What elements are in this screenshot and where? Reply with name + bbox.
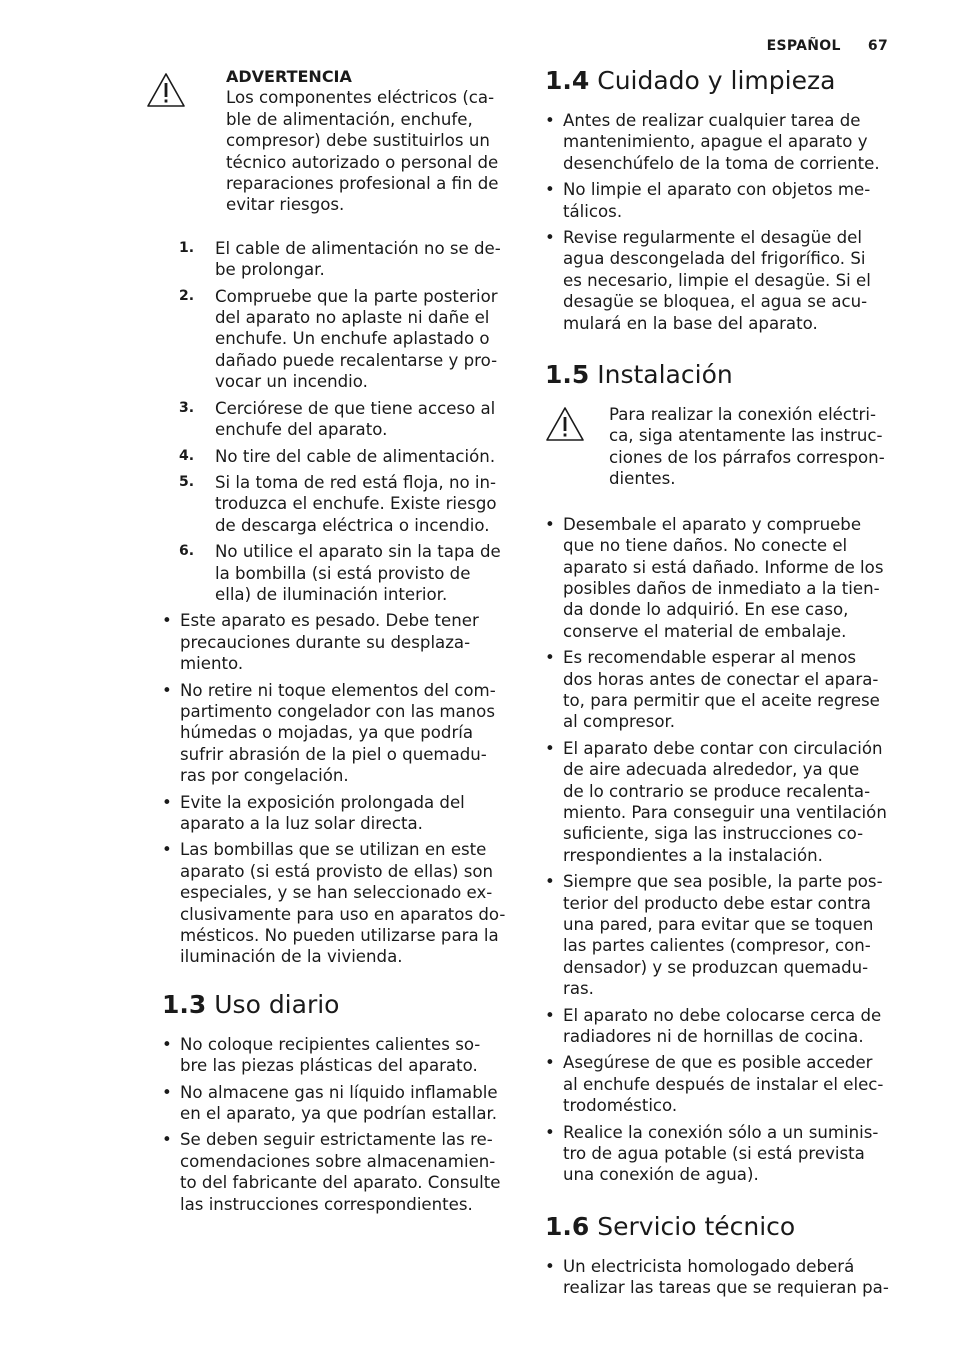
text-line: • No coloque recipientes calientes so-: [180, 1034, 481, 1054]
list-item: [180, 839, 514, 967]
text-line: be prolongar.: [215, 260, 325, 280]
page-header: [767, 38, 888, 54]
text-line: especiales, y se han seleccionado ex-: [180, 883, 493, 903]
list-item: [180, 1034, 514, 1077]
text-line: precauciones durante su desplaza-: [180, 632, 471, 652]
text-line: • Realice la conexión sólo a un suminis-: [563, 1122, 879, 1142]
text-line: técnico autorizado o personal de: [226, 152, 499, 172]
text-line: que no tiene daños. No conecte el: [563, 536, 848, 556]
text-line: • Desembale el aparato y compruebe: [563, 514, 862, 534]
list-item: [563, 514, 897, 642]
bullet-list: [545, 1256, 897, 1299]
text-line: • Es recomendable esperar al menos: [563, 648, 856, 668]
text-line: comendaciones sobre almacenamien-: [180, 1151, 496, 1171]
text-line: húmedas o mojadas, ya que podría: [180, 723, 474, 743]
text-line: ciones de los párrafos correspon-: [609, 447, 885, 467]
text-line: al compresor.: [563, 712, 676, 732]
text-line: una pared, para evitar que se toquen: [563, 915, 874, 934]
list-item: [563, 1052, 897, 1116]
text-line: El cable de alimentación no se de-: [215, 238, 501, 258]
section-number: 1.5: [545, 360, 590, 390]
item-number: 3.: [179, 399, 195, 416]
text-line: trodoméstico.: [563, 1096, 678, 1116]
text-line: dañado puede recalentarse y pro-: [215, 350, 498, 370]
text-line: desagüe se bloquea, el agua se acu-: [563, 292, 868, 312]
item-number: 5.: [179, 473, 195, 490]
page-number: 67: [867, 38, 888, 54]
list-item: [563, 1005, 897, 1048]
text-line: ble de alimentación, enchufe,: [226, 109, 473, 129]
section-heading-1-6: [545, 1212, 897, 1242]
list-item: [179, 398, 514, 441]
item-number: 1.: [179, 239, 195, 256]
text-line: • Las bombillas que se utilizan en este: [180, 840, 487, 860]
list-item: [179, 286, 514, 393]
text-line: del aparato no aplaste ni dañe el: [215, 308, 490, 328]
bullet-list: [162, 610, 514, 968]
list-item: [179, 238, 514, 281]
section-title: Servicio técnico: [597, 1211, 796, 1241]
list-item: [563, 227, 897, 334]
numbered-list: [162, 238, 514, 606]
text-line: enchufe. Un enchufe aplastado o: [215, 329, 490, 349]
text-line: • Un electricista homologado deberá: [563, 1256, 855, 1276]
text-line: • Siempre que sea posible, la parte pos-: [563, 872, 883, 892]
text-line: mésticos. No pueden utilizarse para la: [180, 926, 499, 946]
warning-triangle-icon: [545, 406, 585, 442]
right-column: [545, 66, 897, 1304]
list-item: [563, 1122, 897, 1186]
list-item: [563, 647, 897, 733]
text-line: to, para permitir que el aceite regrese: [563, 690, 880, 710]
item-number: 2.: [179, 287, 195, 304]
text-line: • No almacene gas ni líquido inflamable: [180, 1082, 498, 1102]
section-heading-1-5: [545, 360, 897, 390]
text-line: aparato (si está provisto de ellas) son: [180, 861, 494, 881]
section-heading-1-3: [162, 990, 514, 1020]
section-title: Instalación: [597, 360, 733, 390]
section-number: 1.6: [545, 1211, 590, 1241]
text-line: de descarga eléctrica o incendio.: [215, 515, 490, 535]
text-line: Para realizar la conexión eléctri-: [609, 405, 876, 425]
text-line: reparaciones profesional a fin de: [226, 174, 499, 194]
section-number: 1.4: [545, 66, 590, 95]
list-item: [563, 179, 897, 222]
list-item: [179, 541, 514, 605]
text-line: • Este aparato es pesado. Debe tener: [180, 611, 479, 631]
text-line: vocar un incendio.: [215, 372, 368, 392]
text-line: las partes calientes (compresor, con-: [563, 936, 871, 956]
text-line: es necesario, limpie el desagüe. Si el: [563, 270, 871, 290]
left-column: [162, 66, 514, 1220]
header-language: ESPAÑOL: [766, 38, 841, 54]
list-item: [180, 1129, 514, 1215]
text-line: terior del producto debe estar contra: [563, 893, 871, 913]
list-item: [180, 680, 514, 787]
text-line: sufrir abrasión de la piel o quemadu-: [180, 744, 487, 764]
text-line: una conexión de agua).: [563, 1165, 759, 1185]
text-line: • Asegúrese de que es posible acceder: [563, 1053, 873, 1073]
text-line: al enchufe después de instalar el elec-: [563, 1074, 884, 1094]
text-line: No utilice el aparato sin la tapa de: [215, 542, 501, 562]
caution-block: [545, 404, 897, 490]
text-line: • Revise regularmente el desagüe del: [563, 228, 862, 248]
text-line: No tire del cable de alimentación.: [215, 446, 496, 466]
text-line: de lo contrario se produce recalenta-: [563, 781, 871, 801]
text-line: bre las piezas plásticas del aparato.: [180, 1056, 478, 1076]
item-number: 4.: [179, 447, 195, 464]
bullet-list: [545, 514, 897, 1186]
list-item: [179, 446, 514, 467]
text-line: • Evite la exposición prolongada del: [180, 792, 465, 812]
bullet-list: [162, 1034, 514, 1215]
text-line: conserve el material de embalaje.: [563, 621, 847, 641]
text-line: miento.: [180, 654, 244, 674]
text-line: ca, siga atentamente las instruc-: [609, 426, 883, 446]
text-line: Los componentes eléctricos (ca-: [226, 88, 495, 108]
list-item: [180, 1082, 514, 1125]
list-item: [563, 110, 897, 174]
text-line: desenchúfelo de la toma de corriente.: [563, 153, 880, 173]
warning-block: [162, 66, 514, 216]
text-line: • Se deben seguir estrictamente las re-: [180, 1130, 493, 1150]
text-line: aparato a la luz solar directa.: [180, 814, 423, 833]
list-item: [563, 738, 897, 866]
text-line: Compruebe que la parte posterior: [215, 286, 498, 306]
warning-text: [226, 87, 514, 215]
text-line: posibles daños de inmediato a la tien-: [563, 578, 880, 598]
section-title: Cuidado y limpieza: [597, 66, 836, 95]
text-line: compresor) debe sustituirlos un: [226, 131, 490, 151]
text-line: troduzca el enchufe. Existe riesgo: [215, 494, 497, 514]
text-line: en el aparato, ya que podrían estallar.: [180, 1104, 498, 1124]
warning-triangle-icon: [146, 72, 186, 108]
text-line: • No limpie el aparato con objetos me-: [563, 180, 871, 200]
text-line: suficiente, siga las instrucciones co-: [563, 824, 864, 844]
text-line: • El aparato debe contar con circulación: [563, 738, 883, 758]
list-item: [180, 610, 514, 674]
text-line: realizar las tareas que se requieran pa-: [563, 1278, 889, 1298]
text-line: tro de agua potable (si está prevista: [563, 1144, 865, 1164]
text-line: rrespondientes a la instalación.: [563, 845, 823, 865]
text-line: mulará en la base del aparato.: [563, 313, 818, 333]
text-line: Si la toma de red está floja, no in-: [215, 472, 497, 492]
text-line: dos horas antes de conectar el apara-: [563, 669, 879, 689]
text-line: • Antes de realizar cualquier tarea de: [563, 111, 861, 130]
text-line: densador) y se produzcan quemadu-: [563, 957, 869, 977]
list-item: [563, 871, 897, 999]
warning-title: ADVERTENCIA: [226, 67, 352, 86]
text-line: partimento congelador con las manos: [180, 701, 495, 721]
item-number: 6.: [179, 543, 195, 560]
text-line: Cerciórese de que tiene acceso al: [215, 398, 496, 418]
text-line: tálicos.: [563, 201, 623, 221]
text-line: enchufe del aparato.: [215, 420, 388, 440]
section-heading-1-4: [545, 66, 897, 96]
text-line: ras.: [563, 979, 594, 999]
text-line: iluminación de la vivienda.: [180, 947, 403, 967]
text-line: agua descongelada del frigorífico. Si: [563, 249, 866, 269]
text-line: da donde lo adquirió. En ese caso,: [563, 600, 849, 620]
bullet-list: [545, 110, 897, 334]
text-line: dientes.: [609, 469, 676, 489]
text-line: miento. Para conseguir una ventilación: [563, 802, 887, 822]
text-line: ella) de iluminación interior.: [215, 584, 448, 604]
text-line: de aire adecuada alrededor, ya que: [563, 760, 860, 780]
text-line: ras por congelación.: [180, 766, 349, 786]
text-line: la bombilla (si está provisto de: [215, 563, 471, 583]
text-line: clusivamente para uso en aparatos do-: [180, 904, 506, 924]
text-line: mantenimiento, apague el aparato y: [563, 132, 868, 152]
list-item: [179, 472, 514, 536]
section-title: Uso diario: [214, 989, 340, 1019]
text-line: aparato si está dañado. Informe de los: [563, 557, 884, 577]
text-line: radiadores ni de hornillas de cocina.: [563, 1027, 864, 1047]
text-line: • El aparato no debe colocarse cerca de: [563, 1005, 882, 1025]
text-line: to del fabricante del aparato. Consulte: [180, 1173, 501, 1193]
text-line: evitar riesgos.: [226, 195, 345, 215]
list-item: [563, 1256, 897, 1299]
text-line: las instrucciones correspondientes.: [180, 1194, 473, 1214]
section-number: 1.3: [162, 989, 207, 1019]
list-item: [180, 792, 514, 835]
text-line: • No retire ni toque elementos del com-: [180, 680, 496, 700]
